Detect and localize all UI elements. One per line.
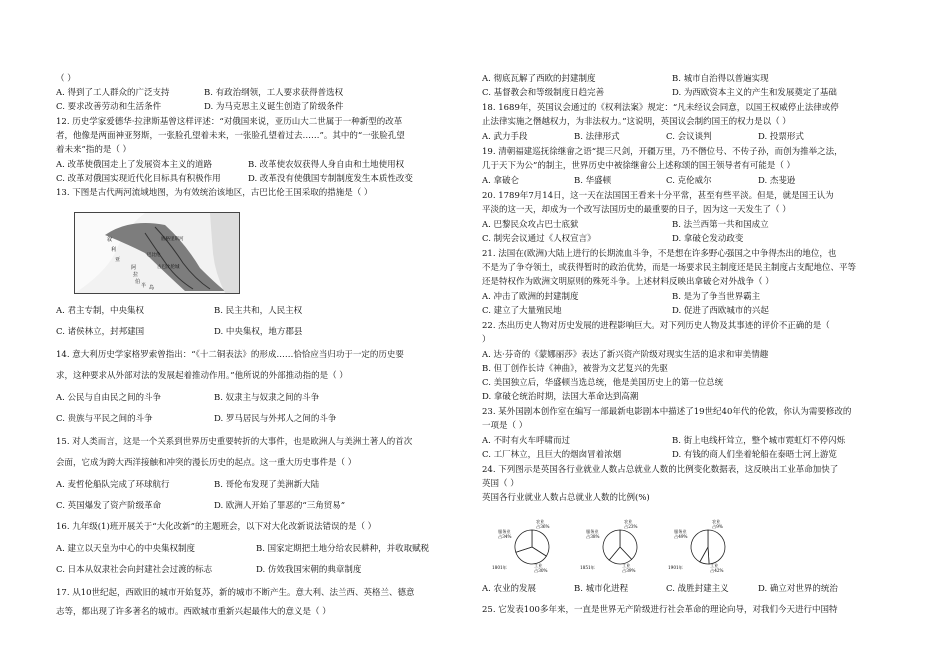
q17-line-1: 17. 从10世纪起，西欧旧的城市开始复苏，新的城市不断产生。意大利、法兰西、英格兰、德意 bbox=[56, 588, 415, 598]
q25-stem: 25. 它发表100多年来，一直是世界无产阶级进行社会革命的理论向导，对我们今天进行中国特 bbox=[482, 605, 838, 615]
q21-line-3: 还是特权作为欧洲文明原则的殊死斗争。上述材料反映出拿破仑对外战争（ ） bbox=[482, 277, 774, 287]
q17-line-2: 志等，都出现了许多著名的城市。西欧城市重新兴起最伟大的意义是（ ） bbox=[56, 607, 331, 617]
pie-1-label-1-1: 占23% bbox=[624, 524, 638, 529]
pie-0-label-1-1: 占36% bbox=[536, 524, 550, 529]
q15-option-b: B. 哥伦布发现了美洲新大陆 bbox=[214, 480, 320, 490]
q18-option-d: D. 投票形式 bbox=[758, 132, 804, 142]
q16-option-a: A. 建立以天皇为中心的中央集权制度 bbox=[56, 544, 196, 554]
q12-line-3: 着未来”指的是（ ） bbox=[56, 145, 132, 155]
q23-option-a: A. 不时有火车呼啸而过 bbox=[482, 436, 571, 446]
map-label-11: 岛 bbox=[149, 285, 155, 291]
q18-option-b: B. 法律形式 bbox=[574, 132, 620, 142]
q12-option-a: A. 改革使俄国走上了发展资本主义的道路 bbox=[56, 160, 213, 170]
q20-option-d: D. 拿破仑发动政变 bbox=[672, 234, 744, 244]
q19-line-1: 19. 清朝福建巡抚徐继畲之语“提三尺剑，开疆万里，乃不僭位号、不传子孙，而创为推举之法， bbox=[482, 147, 843, 157]
q13-option-a: A. 君主专制，中央集权 bbox=[56, 306, 145, 316]
q22-option-d: D. 拿破仑统治时期，法国大革命达到高潮 bbox=[482, 392, 639, 402]
q24-line-2: 英国（ ） bbox=[482, 479, 519, 489]
pie-2-slice-0 bbox=[708, 530, 725, 564]
q19-option-c: C. 克伦威尔 bbox=[666, 176, 712, 186]
pie-0-label-3-0: 1801年 bbox=[492, 565, 507, 570]
q16-option-d: D. 仿效我国宋朝的典章制度 bbox=[256, 565, 362, 575]
q12-option-d: D. 改革没有使俄国专制制度发生本质性改变 bbox=[248, 174, 413, 184]
q13-stem: 13. 下图是古代两河流域地图，为有效统治该地区，古巴比伦王国采取的措施是（ ） bbox=[56, 188, 373, 198]
q24-option-d: D. 确立对世界的统治 bbox=[758, 584, 838, 594]
q15-line-2: 会面，它成为跨大西洋接触和冲突的漫长历史的起点。这一重大历史事件是（ ） bbox=[56, 458, 357, 468]
q12-line-2: 者，他像是两面神亚努斯，一张脸孔望着未来，一张脸孔望着过去……”。其中的“一张脸孔望 bbox=[56, 131, 405, 141]
q21-option-d: D. 促进了西欧城市的兴起 bbox=[672, 306, 769, 316]
pie-1-label-0-1: 占38% bbox=[586, 534, 600, 539]
q20-option-b: B. 法兰西第一共和国成立 bbox=[672, 220, 769, 230]
q18-option-a: A. 武力手段 bbox=[482, 132, 528, 142]
map-label-3: 亚 bbox=[115, 257, 121, 263]
q21-option-b: B. 是为了争当世界霸主 bbox=[672, 292, 761, 302]
pie-2-label-2-0: 工业 bbox=[710, 563, 719, 568]
map-label-5: 古巴比伦城 bbox=[157, 265, 180, 270]
q23-line-1: 23. 某外国剧本创作室在编写一部最新电影剧本中描述了19世纪40年代的伦敦，你认为需要修改的 bbox=[482, 407, 852, 417]
pie-2-label-3-0: 1901年 bbox=[668, 565, 683, 570]
q17-option-b: B. 城市自治得以普遍实现 bbox=[672, 74, 769, 84]
pie-1-label-3-0: 1851年 bbox=[580, 565, 595, 570]
q18-line-1: 18. 1689年，英国议会通过的《权利法案》规定：“凡未经议会同意，以国王权威停止法律或停 bbox=[482, 103, 839, 113]
q20-option-a: A. 巴黎民众攻占巴士底狱 bbox=[482, 220, 579, 230]
q13-option-b: B. 民主共和，人民主权 bbox=[214, 306, 303, 316]
q14-option-b: B. 奴隶主与奴隶之间的斗争 bbox=[214, 393, 320, 403]
q16-option-b: B. 国家定期把土地分给农民耕种，并收取赋税 bbox=[256, 544, 430, 554]
pie-0-label-0-0: 服务业 bbox=[498, 529, 511, 534]
q11-option-d: D. 为马克思主义诞生创造了阶级条件 bbox=[204, 102, 344, 112]
q19-option-d: D. 杰斐逊 bbox=[758, 176, 796, 186]
q24-option-b: B. 城市化进程 bbox=[574, 584, 629, 594]
q13-option-c: C. 诸侯林立，封邦建国 bbox=[56, 327, 145, 337]
q12-line-1: 12. 历史学家爱德华·拉津斯基曾这样评述：“对俄国来说，亚历山大二世属于一种新型的改革 bbox=[56, 117, 403, 127]
map-label-10: 半 bbox=[141, 283, 147, 289]
pie-2-label-1-1: 占9% bbox=[712, 524, 723, 529]
q19-line-2: 几于天下为公”的制主，世界历史中被徐继畲公上述称颂的国王领导者有可能是（ ） bbox=[482, 161, 796, 171]
q17-option-d: D. 为西欧资本主义的产生和发展奠定了基础 bbox=[672, 88, 837, 98]
map-label-7: 阿 bbox=[131, 265, 137, 271]
q12-option-c: C. 改革对俄国实现近代化目标具有积极作用 bbox=[56, 174, 221, 184]
q23-line-2: 一项是（ ） bbox=[482, 421, 528, 431]
q11-option-c: C. 要求改善劳动和生活条件 bbox=[56, 102, 162, 112]
q16-option-c: C. 日本从奴隶社会向封建社会过渡的标志 bbox=[56, 565, 213, 575]
pie-0-label-2-0: 工业 bbox=[534, 563, 543, 568]
pie-2-label-2-1: 占42% bbox=[710, 568, 724, 573]
q24-option-c: C. 战胜封建主义 bbox=[666, 584, 729, 594]
pie-0-label-0-1: 占34% bbox=[498, 534, 512, 539]
q21-option-c: C. 建立了大量殖民地 bbox=[482, 306, 562, 316]
q17-option-c: C. 基督教会和等级制度日趋完善 bbox=[482, 88, 605, 98]
q19-option-a: A. 拿破仑 bbox=[482, 176, 520, 186]
q20-line-1: 20. 1789年7月14日，这一天在法国国王看来十分平常，甚至有些平淡。但是，就是国王认为 bbox=[482, 191, 834, 201]
q22-option-a: A. 达·芬奇的《蒙娜丽莎》表达了新兴资产阶级对现实生活的追求和审美情趣 bbox=[482, 350, 769, 360]
q17-option-a: A. 彻底瓦解了西欧的封建制度 bbox=[482, 74, 596, 84]
q18-line-2: 止法律实施之僭越权力，为非法权力。”这说明，英国议会制约国王的权力是以（ ） bbox=[482, 117, 791, 127]
pie-1-label-2-1: 占39% bbox=[622, 568, 636, 573]
pie-2-label-1-0: 农业 bbox=[712, 519, 721, 524]
q13-option-d: D. 中央集权，地方郡县 bbox=[214, 327, 303, 337]
pie-2-label-0-1: 占49% bbox=[674, 534, 688, 539]
pie-0-label-1-0: 农业 bbox=[536, 519, 545, 524]
q21-option-a: A. 冲击了欧洲的封建制度 bbox=[482, 292, 579, 302]
q24-line-1: 24. 下列图示是英国各行业就业人数占总就业人数的比例变化数据表，这反映出工业革命加快了 bbox=[482, 465, 839, 475]
employment-pie-charts bbox=[488, 515, 758, 575]
q19-option-b: B. 华盛顿 bbox=[574, 176, 612, 186]
q22-line-2: ） bbox=[482, 335, 491, 345]
pie-2-label-0-0: 服务业 bbox=[674, 529, 687, 534]
chart-title: 英国各行业就业人数占总就业人数的比例(%) bbox=[482, 493, 650, 503]
map-label-9: 伯 bbox=[135, 279, 141, 285]
q20-option-c: C. 制宪会议通过《人权宣言》 bbox=[482, 234, 596, 244]
q11-option-a: A. 得到了工人群众的广泛支持 bbox=[56, 88, 170, 98]
q21-line-1: 21. 法国在(欧洲)大陆上进行的长期流血斗争，不是想在许多野心强国之中争得杰出的地位，也 bbox=[482, 249, 837, 259]
pie-1-label-2-0: 工业 bbox=[622, 563, 631, 568]
q12-option-b: B. 改革使农奴获得人身自由和土地使用权 bbox=[248, 160, 405, 170]
map-label-8: 拉 bbox=[133, 272, 139, 278]
pie-1-label-0-0: 服务业 bbox=[586, 529, 599, 534]
q22-option-b: B. 但丁创作长诗《神曲》，被誉为文艺复兴的先驱 bbox=[482, 364, 668, 374]
q15-line-1: 15. 对人类而言，这是一个关系到世界历史重要转折的大事件，也是欧洲人与美洲土著人的首次 bbox=[56, 437, 413, 447]
map-label-6: 底格里斯河 bbox=[161, 237, 184, 242]
pie-1-label-1-0: 农业 bbox=[624, 519, 633, 524]
q15-option-d: D. 欧洲人开始了罪恶的“三角贸易” bbox=[214, 501, 346, 511]
q11-option-b: B. 有政治纲领，工人要求获得普选权 bbox=[204, 88, 344, 98]
q16-stem: 16. 九年级(1)班开展关于“大化改新”的主题班会，以下对大化改新说法错误的是（ ） bbox=[56, 522, 377, 532]
q15-option-c: C. 英国爆发了资产阶级革命 bbox=[56, 501, 162, 511]
q23-option-d: D. 有钱的商人们坐着轮船在泰晤士河上游览 bbox=[672, 450, 837, 460]
q22-option-c: C. 美国独立后，华盛顿当选总统，他是美国历史上的第一位总统 bbox=[482, 378, 724, 388]
q23-option-c: C. 工厂林立，且巨大的烟囱冒着浓烟 bbox=[482, 450, 622, 460]
q11-bracket: （ ） bbox=[56, 74, 76, 84]
q14-option-a: A. 公民与自由民之间的斗争 bbox=[56, 393, 162, 403]
q15-option-a: A. 麦哲伦船队完成了环球航行 bbox=[56, 480, 170, 490]
q14-line-2: 求，这种要求从外部对法的发展起着推动作用。”他所说的外部推动指的是（ ） bbox=[56, 371, 348, 381]
pie-0-label-2-1: 占30% bbox=[534, 568, 548, 573]
q14-option-d: D. 罗马居民与外邦人之间的斗争 bbox=[214, 414, 337, 424]
q22-line-1: 22. 杰出历史人物对历史发展的进程影响巨大。对下列历史人物及其事迹的评价不正确的是（ bbox=[482, 321, 830, 331]
q14-line-1: 14. 意大利历史学家格罗索曾指出：“《十二铜表法》的形成……恰恰应当归功于一定的历史要 bbox=[56, 350, 404, 360]
map-label-1: 叙 bbox=[107, 237, 113, 243]
map-label-2: 利 bbox=[111, 247, 117, 253]
q23-option-b: B. 街上电线杆耸立，整个城市霓虹灯不停闪烁 bbox=[672, 436, 846, 446]
q21-line-2: 不是为了争夺领土，或获得暂时的政治优势，而是一场要求民主制度还是民主制度占支配地位、平等 bbox=[482, 263, 857, 273]
map-label-4: 巴比伦 bbox=[147, 253, 161, 258]
mesopotamia-map bbox=[74, 212, 240, 294]
q18-option-c: C. 会议谈判 bbox=[666, 132, 712, 142]
q20-line-2: 平淡的这一天，却成为一个改写法国历史的最重要的日子，因为这一天发生了（ ） bbox=[482, 205, 791, 215]
q14-option-c: C. 贵族与平民之间的斗争 bbox=[56, 414, 153, 424]
q24-option-a: A. 农业的发展 bbox=[482, 584, 537, 594]
